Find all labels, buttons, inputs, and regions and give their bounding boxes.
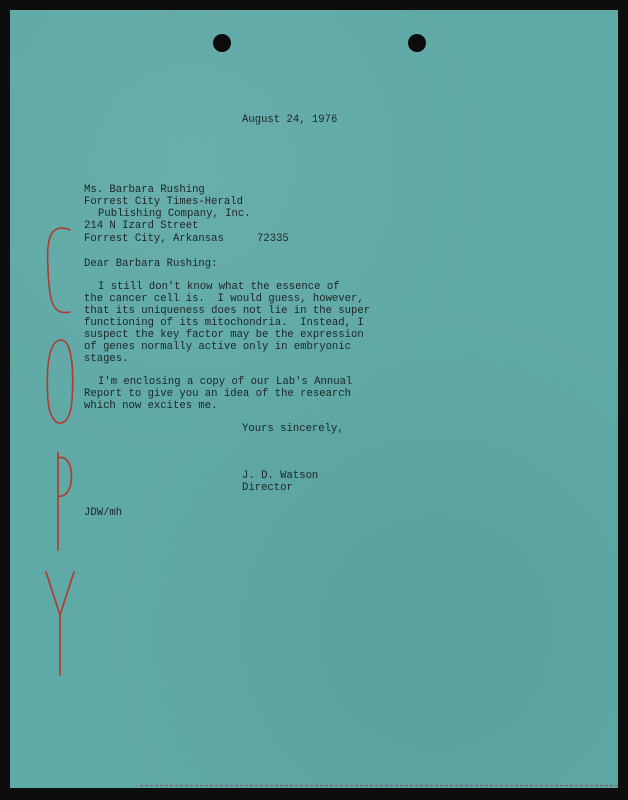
- bottom-edge-mark: [140, 785, 618, 788]
- paragraph1-line: the cancer cell is. I would guess, however,: [84, 293, 364, 305]
- closing: Yours sincerely,: [242, 423, 344, 435]
- paragraph2-line: which now excites me.: [84, 400, 218, 412]
- signer-title: Director: [242, 482, 293, 494]
- paragraph1-line: functioning of its mitochondria. Instead, I: [84, 317, 364, 329]
- letter-sheet: [10, 10, 618, 788]
- recipient-city: Forrest City, Arkansas: [84, 233, 224, 245]
- signer-name: J. D. Watson: [242, 470, 319, 482]
- punch-hole-left: [213, 34, 231, 52]
- paragraph2-line: Report to give you an idea of the research: [84, 388, 352, 400]
- salutation: Dear Barbara Rushing:: [84, 258, 218, 270]
- recipient-org-line2: Publishing Company, Inc.: [98, 208, 251, 220]
- stamp-letter-c: [48, 228, 70, 313]
- stamp-letter-o: [47, 340, 72, 423]
- recipient-street: 214 N Izard Street: [84, 220, 199, 232]
- paragraph1-line: suspect the key factor may be the expression: [84, 329, 364, 341]
- paragraph1-line: that its uniqueness does not lie in the super: [84, 305, 371, 317]
- typist-initials: JDW/mh: [84, 507, 123, 519]
- recipient-zip: 72335: [257, 233, 289, 245]
- stamp-letter-y: [46, 572, 74, 675]
- punch-hole-right: [408, 34, 426, 52]
- paragraph1-line: stages.: [84, 353, 129, 365]
- paragraph2-line: I'm enclosing a copy of our Lab's Annual: [98, 376, 353, 388]
- letter-date: August 24, 1976: [242, 114, 338, 126]
- stamp-letter-p: [58, 452, 72, 550]
- paragraph1-line: of genes normally active only in embryonic: [84, 341, 352, 353]
- recipient-org-line1: Forrest City Times-Herald: [84, 196, 243, 208]
- paragraph1-line: I still don't know what the essence of: [98, 281, 340, 293]
- copy-stamp: [40, 220, 80, 680]
- recipient-name: Ms. Barbara Rushing: [84, 184, 205, 196]
